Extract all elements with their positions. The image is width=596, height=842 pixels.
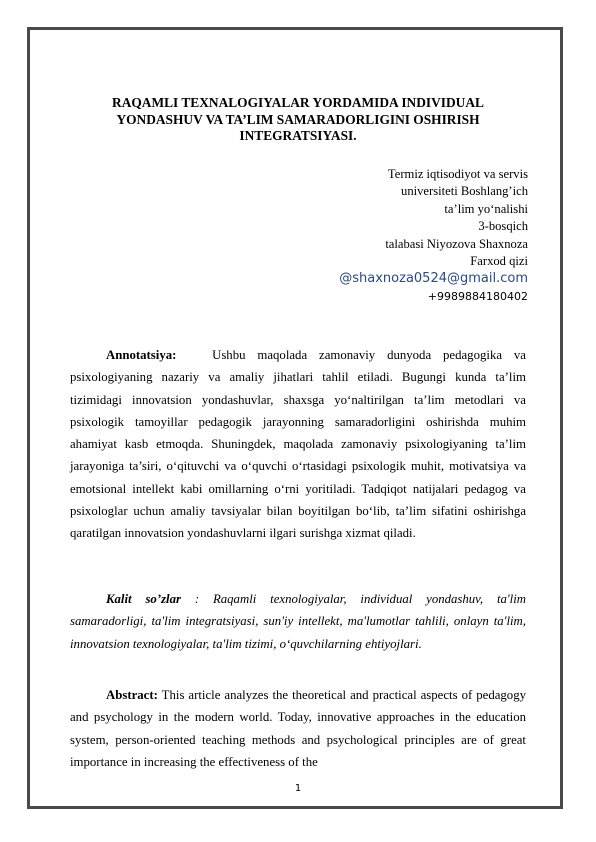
author-line: talabasi Niyozova Shaxnoza [385, 236, 528, 251]
author-phone: +9989884180402 [427, 290, 528, 304]
author-info [339, 166, 528, 306]
annotation-label: Annotatsiya: [106, 348, 177, 362]
author-line: universiteti Boshlang’ich [401, 184, 528, 199]
author-line: Termiz iqtisodiyot va servis [387, 167, 528, 181]
author-line: Farxod qizi [470, 254, 528, 269]
keywords-paragraph [70, 588, 526, 655]
annotation-paragraph [70, 344, 526, 545]
article-title: RAQAMLI TEXNALOGIYALAR YORDAMIDA INDIVIDUAL YONDASHUV VA TA’LIM SAMARADORLIGINI OSHIRISH INTEGRATSIYASI. [112, 95, 484, 143]
page-number: 1 [294, 783, 302, 794]
annotation-text: Ushbu maqolada zamonaviy dunyoda pedagogika va psixologiyaning nazariy va amaliy jihatlari tahlil etiladi. Bugungi kunda ta’lim tizimidagi innovatsion yondashuvlar, shaxsga yo‘naltirilgan ta’lim metodlari va psixologik tamoyillar pedagogik jarayonning samaradorligini oshirishda muhim ahamiyat kasb etmoqda. Shuningdek, maqolada zamonaviy psixologiyaning ta’lim jarayoniga ta’siri, o‘qituvchi va o‘quvchi o‘rtasidagi psixologik muhit, motivatsiya va emotsional intellekt kabi omillarning o‘rni yoritiladi. Tadqiqot natijalari pedagog va psixologlar uchun amaliy tavsiyalar bilan boyitilgan bo‘lib, ta’lim sifatini oshirishga qaratilgan innovatsion yondashuvlarni ilgari surishga xizmat qiladi. [70, 348, 526, 541]
author-line: ta’lim yo‘nalishi [444, 201, 528, 216]
keywords-text: : Raqamli texnologiyalar, individual yondashuv, ta'lim samaradorligi, ta'lim integratsiyasi, sun'iy intellekt, ma'lumotlar tahlili, onlayn ta'lim, innovatsion texnologiyalar, ta'lim tizimi, o‘quvchilarning ehtiyojlari. [70, 592, 526, 651]
author-line: 3-bosqich [478, 219, 528, 234]
abstract-label: Abstract: [106, 688, 158, 702]
keywords-label: Kalit so’zlar [106, 592, 181, 606]
abstract-paragraph [70, 684, 526, 773]
abstract-text: This article analyzes the theoretical and practical aspects of pedagogy and psychology in the modern world. Today, innovative approaches in the education system, person-oriented teaching methods and psychological principles are of great importance in increasing the effectiveness of the [70, 688, 526, 769]
author-email[interactable]: @shaxnoza0524@gmail.com [339, 271, 528, 287]
